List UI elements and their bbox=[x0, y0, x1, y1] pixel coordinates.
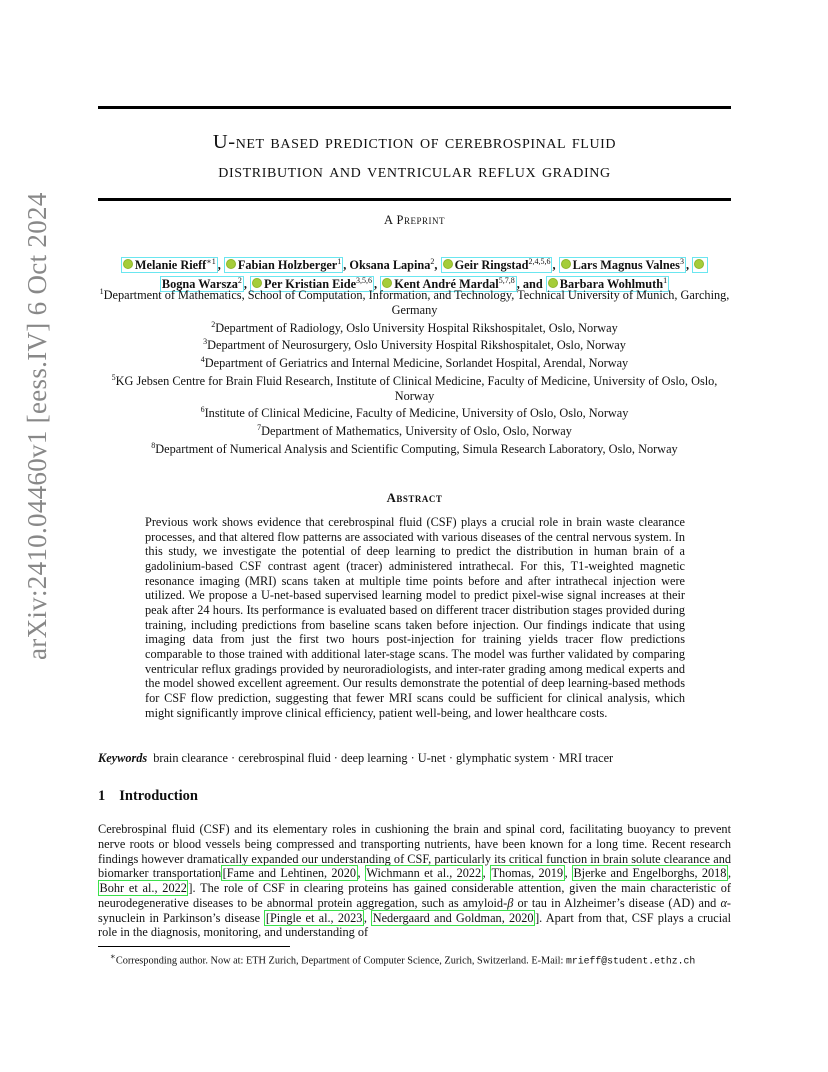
orcid-icon[interactable] bbox=[443, 259, 453, 269]
footnote-email[interactable]: mrieff@student.ethz.ch bbox=[565, 955, 696, 967]
keywords bbox=[98, 751, 731, 766]
footnote: ∗Corresponding author. Now at: ETH Zurich, Department of Computer Science, Zurich, Switzerland. E-Mail: mrieff@student.ethz.ch bbox=[110, 951, 696, 967]
section-title: Introduction bbox=[119, 788, 198, 804]
abstract-body: Previous work shows evidence that cerebrospinal fluid (CSF) plays a crucial role in brain waste clearance processes, and that altered flow patterns are associated with various diseases of the central nervous system. In this study, we investigate the potential of deep learning to predict the distribution in human brain of a gadolinium-based CSF contrast agent (tracer) administered intrathecal. For this, T1-weighted magnetic resonance imaging (MRI) scans taken at multiple time points before and after intrathecal injection were utilized. We propose a U-net-based supervised learning model to predict pixel-wise signal increases at their peak after 24 hours. Its performance is evaluated based on different tracer distribution stages provided during training, including predictions from baseline scans taken before injection. Our findings indicate that using imaging data from just the first two hours post-injection for training yields tracer flow predictions comparable to those trained with additional later-stage scans. The model was further validated by comparing ventricular reflux gradings provided by neuroradiologists, and inter-rater grading among medical experts and the model showed excellent agreement. Our results demonstrate the potential of deep learning-based methods for CSF flow prediction, suggesting that fewer MRI scans could be sufficient for clinical analysis, which might significantly improve clinical efficiency, patient well-being, and lower healthcare costs. bbox=[145, 515, 685, 720]
author-link-rieff[interactable]: Melanie Rieff$^{∗1}$ bbox=[121, 257, 218, 273]
orcid-icon[interactable] bbox=[226, 259, 236, 269]
affiliation: $^1$Department of Mathematics, School of Computation, Information, and Technology, Technical University of Munich, Garching, Germany bbox=[99, 287, 730, 317]
affiliation: $^3$Department of Neurosurgery, Oslo University Hospital Rikshospitalet, Oslo, Norway bbox=[203, 337, 626, 353]
author-line-1: Melanie Rieff$^{∗1}$ , Fabian Holzberger$^1$ , Oksana Lapina$^2$, Geir Ringstad$^{2,4,5,6}$ , Lars Magnus Valnes$^3$ , bbox=[98, 254, 731, 273]
citation-link[interactable]: [Fame and Lehtinen, 2020 bbox=[222, 866, 357, 881]
orcid-icon[interactable] bbox=[694, 259, 704, 269]
author-link-warsza-orcid[interactable] bbox=[692, 257, 708, 273]
author-line-2: Bogna Warsza$^2$ , Per Kristian Eide$^{3,5,6}$ , Kent André Mardal$^{5,7,8}$ , and Barbara Wohlmuth$^1$ bbox=[161, 276, 668, 292]
citation-link[interactable]: Bohr et al., 2022 bbox=[99, 881, 187, 895]
author-link-valnes[interactable]: Lars Magnus Valnes$^3$ bbox=[559, 257, 686, 273]
title-line-2: distribution and ventricular reflux grading bbox=[218, 160, 611, 182]
orcid-icon[interactable] bbox=[123, 259, 133, 269]
affiliation: $^5$KG Jebsen Centre for Brain Fluid Research, Institute of Clinical Medicine, Faculty of Medicine, University of Oslo, Oslo, Norway bbox=[111, 372, 718, 403]
author-link-holzberger[interactable]: Fabian Holzberger$^1$ bbox=[224, 257, 343, 273]
introduction-paragraph: Cerebrospinal fluid (CSF) and its elementary roles in cushioning the brain and spinal cord, facilitating buoyancy to prevent nerve roots or blood vessels being compressed and transporting nutrients, have been known for a long time. Recent research findings however dramatically expanded our understanding of CSF, particularly its critical function in brain solute clearance and biomarker transportation [Fame and Lehtinen, 2020 , Wichmann et al., 2022 , Thomas, 2019 , Bjerke and Engelborghs, 2018 , Bohr et al., 2022 ]. The role of CSF in clearing proteins has gained considerable attention, given the main characteristic of neurodegenerative diseases to be abnormal protein aggregation, such as amyloid-β or tau in Alzheimer’s disease (AD) and α-synuclein in Parkinson’s disease [Pingle et al., 2023 , Nedergaard and Goldman, 2020 ]. Apart from that, CSF plays a crucial role in the diagnosis, monitoring, and understanding of bbox=[98, 822, 732, 940]
affiliation: $^7$Department of Mathematics, University of Oslo, Oslo, Norway bbox=[257, 423, 572, 439]
citation-link[interactable]: Wichmann et al., 2022 bbox=[366, 866, 482, 881]
section-number: 1 bbox=[98, 788, 106, 804]
keywords-list: brain clearance · cerebrospinal fluid · deep learning · U-net · glymphatic system · MRI tracer bbox=[153, 751, 614, 765]
arxiv-identifier[interactable]: arXiv:2410.04460v1 [eess.IV] 6 Oct 2024 bbox=[22, 192, 52, 660]
paper-title bbox=[98, 128, 731, 186]
keywords-label: Keywords bbox=[98, 751, 148, 765]
preprint-label: A Preprint bbox=[384, 213, 445, 227]
title-line-1: U-net based prediction of cerebrospinal fluid bbox=[212, 131, 617, 153]
title-rule-top bbox=[98, 106, 731, 109]
affiliation: $^8$Department of Numerical Analysis and Scientific Computing, Simula Research Laboratory, Oslo, Norway bbox=[151, 440, 678, 457]
citation-link[interactable]: [Pingle et al., 2023 bbox=[265, 910, 363, 925]
abstract-heading: Abstract bbox=[386, 491, 443, 505]
author-link-ringstad[interactable]: Geir Ringstad$^{2,4,5,6}$ bbox=[441, 257, 553, 273]
title-rule-bottom bbox=[98, 198, 731, 201]
citation-link[interactable]: Nedergaard and Goldman, 2020 bbox=[372, 910, 534, 925]
section-heading-introduction bbox=[98, 788, 198, 805]
affiliation: $^2$Department of Radiology, Oslo University Hospital Rikshospitalet, Oslo, Norway bbox=[211, 319, 618, 335]
footnote-rule bbox=[98, 946, 290, 947]
citation-link[interactable]: Thomas, 2019 bbox=[491, 866, 564, 881]
affiliation: $^6$Institute of Clinical Medicine, Faculty of Medicine, University of Oslo, Oslo, Norway bbox=[200, 405, 629, 421]
author-link-wohlmuth[interactable]: Barbara Wohlmuth$^1$ bbox=[546, 276, 669, 292]
author-lapina: Oksana Lapina$^2$ bbox=[349, 257, 435, 273]
affiliation-list bbox=[98, 285, 731, 457]
author-link-eide[interactable]: Per Kristian Eide$^{3,5,6}$ bbox=[250, 276, 374, 292]
author-link-mardal[interactable]: Kent André Mardal$^{5,7,8}$ bbox=[380, 276, 517, 292]
orcid-icon[interactable] bbox=[561, 259, 571, 269]
affiliation: $^4$Department of Geriatrics and Internal Medicine, Sorlandet Hospital, Arendal, Norway bbox=[200, 355, 629, 371]
author-link-warsza[interactable]: Bogna Warsza$^2$ bbox=[161, 276, 242, 292]
citation-link[interactable]: Bjerke and Engelborghs, 2018 bbox=[573, 866, 727, 881]
